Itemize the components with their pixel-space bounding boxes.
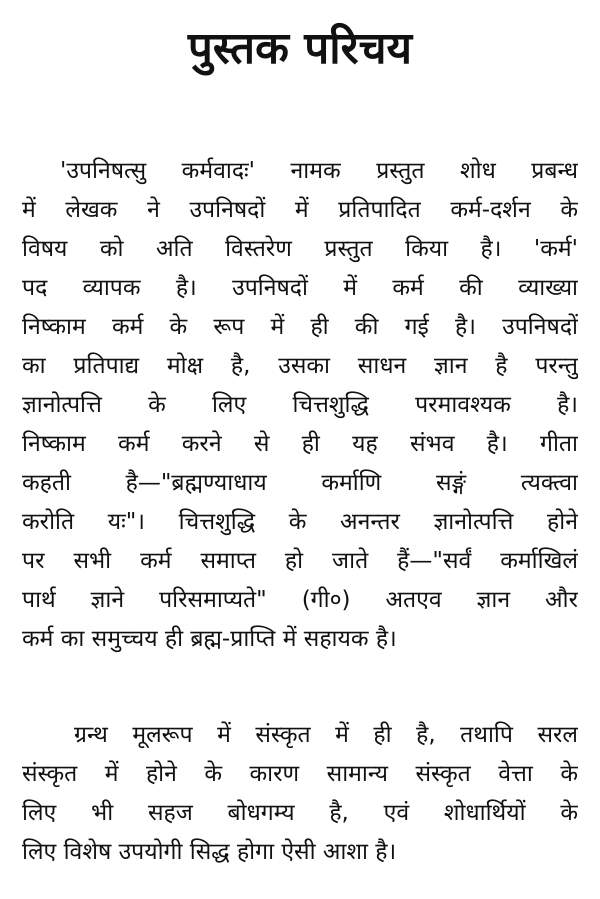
paragraph-2 bbox=[22, 716, 578, 872]
paragraph-2-line-4: लिए विशेष उपयोगी सिद्ध होगा ऐसी आशा है। bbox=[22, 839, 397, 865]
paragraph-1-line-11: पर सभी कर्म समाप्त हो जाते हैं—"सर्वं कर्माखिलं bbox=[22, 548, 578, 574]
paragraph-2-line-2: संस्कृत में होने के कारण सामान्य संस्कृत वेत्ता के bbox=[22, 761, 578, 787]
paragraph-1-line-9: कहती है—"ब्रह्मण्याधाय कर्माणि सङ्गं त्यक्त्वा bbox=[22, 470, 578, 496]
paragraph-1-line-12: पार्थ ज्ञाने परिसमाप्यते" (गी०) अतएव ज्ञान और bbox=[22, 587, 578, 613]
page-title: पुस्तक परिचय bbox=[187, 23, 413, 74]
paragraph-1-line-4: पद व्यापक है। उपनिषदों में कर्म की व्याख्या bbox=[22, 275, 578, 301]
paragraph-1-line-3: विषय को अति विस्तरेण प्रस्तुत किया है। 'कर्म' bbox=[22, 236, 578, 262]
paragraph-1-line-10: करोति यः"। चित्तशुद्धि के अनन्तर ज्ञानोत्पत्ति होने bbox=[22, 509, 578, 535]
paragraph-1 bbox=[22, 152, 578, 659]
paragraph-2-line-1: ग्रन्थ मूलरूप में संस्कृत में ही है, तथापि सरल bbox=[74, 722, 578, 748]
paragraph-1-line-8: निष्काम कर्म करने से ही यह संभव है। गीता bbox=[22, 431, 578, 457]
paragraph-1-line-6: का प्रतिपाद्य मोक्ष है, उसका साधन ज्ञान है परन्तु bbox=[22, 353, 578, 379]
paragraph-1-line-1: 'उपनिषत्सु कर्मवादः' नामक प्रस्तुत शोध प्रबन्ध bbox=[60, 158, 578, 184]
paragraph-1-line-5: निष्काम कर्म के रूप में ही की गई है। उपनिषदों bbox=[22, 314, 578, 340]
paragraph-2-line-3: लिए भी सहज बोधगम्य है, एवं शोधार्थियों के bbox=[22, 800, 578, 826]
paragraph-1-line-2: में लेखक ने उपनिषदों में प्रतिपादित कर्म-दर्शन के bbox=[22, 197, 578, 223]
paragraph-1-line-7: ज्ञानोत्पत्ति के लिए चित्तशुद्धि परमावश्यक है। bbox=[22, 392, 578, 418]
paragraph-1-line-13: कर्म का समुच्चय ही ब्रह्म-प्राप्ति में सहायक है। bbox=[22, 626, 397, 652]
